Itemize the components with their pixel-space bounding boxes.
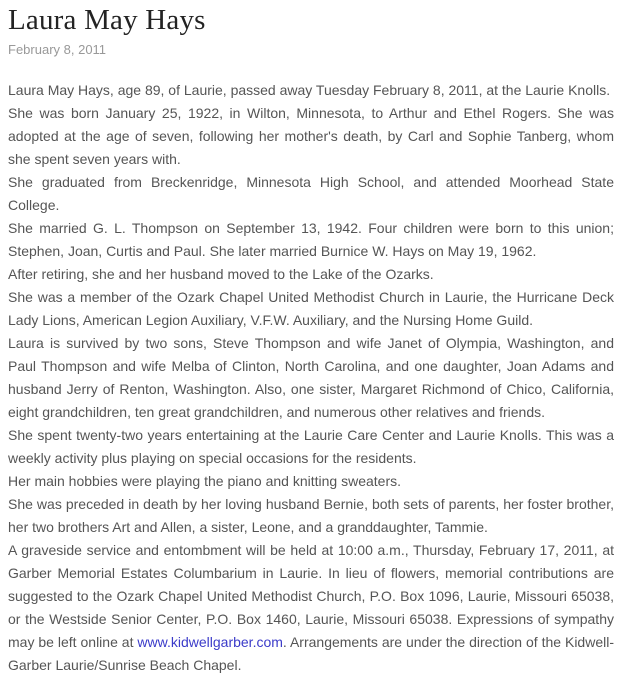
- kidwellgarber-link[interactable]: www.kidwellgarber.com: [137, 634, 283, 650]
- paragraph-service-text-before: A graveside service and entombment will be held at 10:00 a.m., Thursday, February 17, 2011, at Garber Memorial Estates Columbarium in Laurie. In lieu of flowers, memorial contributions are suggested to the Ozark Chapel United Methodist Church, P.O. Box 1096, Laurie, Missouri 65038, or the Westside Senior Center, P.O. Box 1460, Laurie, Missouri 65038. Expressions of sympathy may be left online at: [8, 542, 614, 650]
- paragraph-birth: She was born January 25, 1922, in Wilton, Minnesota, to Arthur and Ethel Rogers. She was adopted at the age of seven, following her mother's death, by Carl and Sophie Tanberg, whom she spent seven years with.: [8, 105, 614, 167]
- paragraph-hobbies: Her main hobbies were playing the piano and knitting sweaters.: [8, 473, 402, 489]
- paragraph-memberships: She was a member of the Ozark Chapel United Methodist Church in Laurie, the Hurricane Deck Lady Lions, American Legion Auxiliary, V.F.W. Auxiliary, and the Nursing Home Guild.: [8, 289, 614, 328]
- paragraph-entertaining: She spent twenty-two years entertaining at the Laurie Care Center and Laurie Knolls. This was a weekly activity plus playing on special occasions for the residents.: [8, 427, 614, 466]
- publish-date: February 8, 2011: [8, 42, 107, 57]
- paragraph-marriage: She married G. L. Thompson on September 13, 1942. Four children were born to this union; Stephen, Joan, Curtis and Paul. She later married Burnice W. Hays on May 19, 1962.: [8, 220, 614, 259]
- paragraph-preceded: She was preceded in death by her loving husband Bernie, both sets of parents, her foster brother, her two brothers Art and Allen, a sister, Leone, and a granddaughter, Tammie.: [8, 496, 614, 535]
- paragraph-service: [8, 539, 614, 677]
- obituary-text: [8, 79, 614, 677]
- paragraph-service-text-after: . Arrangements are under the direction of the Kidwell-Garber Laurie/Sunrise Beach Chapel.: [8, 634, 614, 673]
- page-title: Laura May Hays: [8, 4, 206, 36]
- paragraph-retirement: After retiring, she and her husband moved to the Lake of the Ozarks.: [8, 266, 434, 282]
- paragraph-survivors: Laura is survived by two sons, Steve Thompson and wife Janet of Olympia, Washington, and Paul Thompson and wife Melba of Clinton, North Carolina, and one daughter, Joan Adams and husband Jerry of Renton, Washington. Also, one sister, Margaret Richmond of Chico, California, eight grandchildren, ten great grandchildren, and numerous other relatives and friends.: [8, 335, 614, 420]
- paragraph-announcement: Laura May Hays, age 89, of Laurie, passed away Tuesday February 8, 2011, at the Laurie Knolls.: [8, 82, 611, 98]
- paragraph-education: She graduated from Breckenridge, Minnesota High School, and attended Moorhead State College.: [8, 174, 614, 213]
